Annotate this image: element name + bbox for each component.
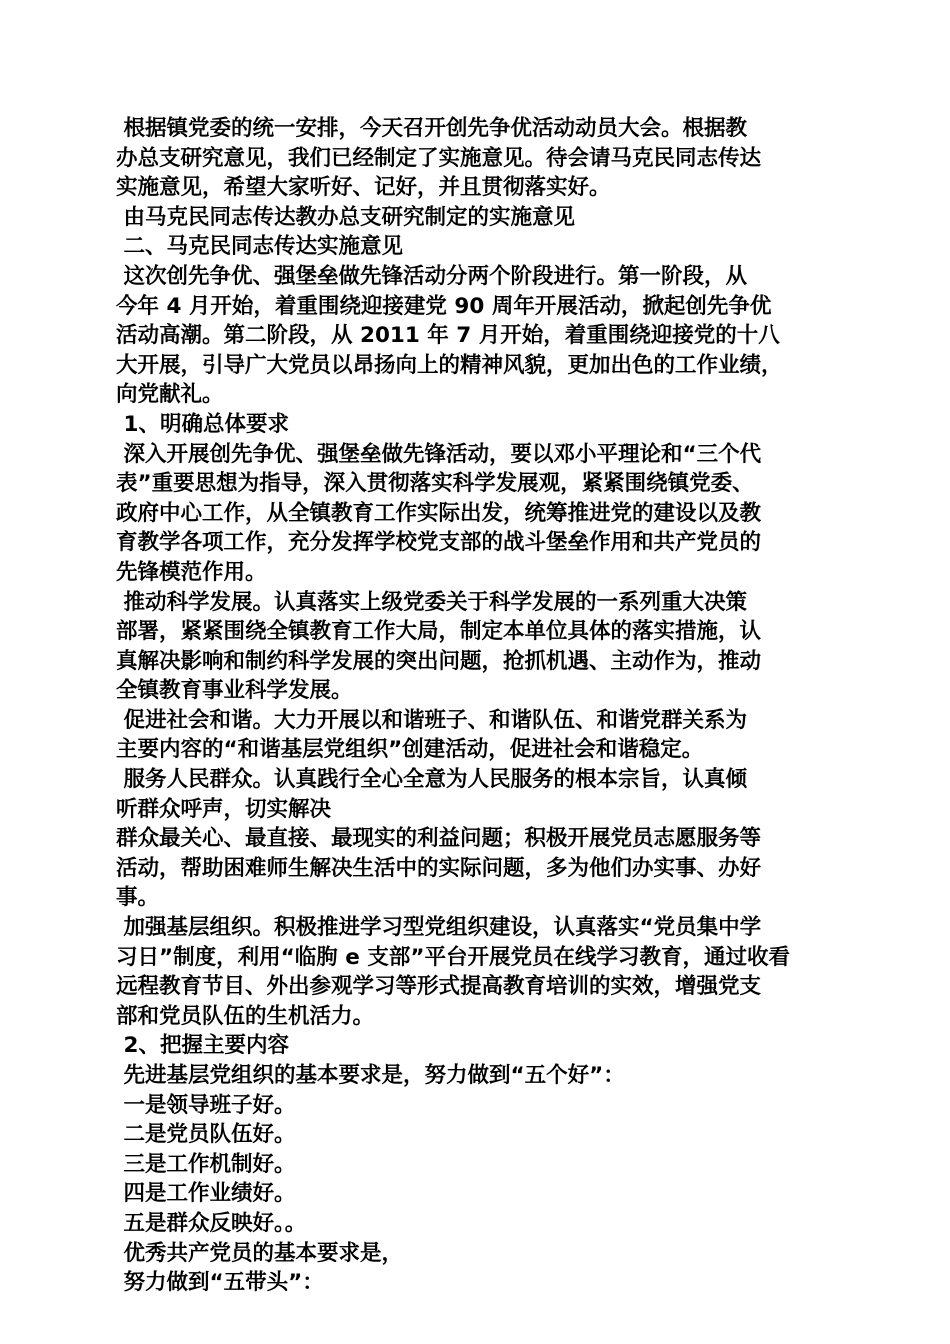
document-line: 由马克民同志传达教办总支研究制定的实施意见 [116,204,575,230]
document-line: 深入开展创先争优、强堡垒做先锋活动，要以邓小平理论和“三个代 [116,441,762,467]
document-line: 二是党员队伍好。 [116,1122,296,1148]
document-line: 活动，帮助困难师生解决生活中的实际问题，多为他们办实事、办好 [116,855,762,881]
document-line: 根据镇党委的统一安排，今天召开创先争优活动动员大会。根据教 [116,116,747,141]
document-line: 习日”制度，利用“临朐 e 支部”平台开展党员在线学习教育，通过收看 [116,944,790,970]
document-line: 大开展，引导广大党员以昂扬向上的精神风貌，更加出色的工作业绩， [116,352,783,378]
document-line: 育教学各项工作，充分发挥学校党支部的战斗堡垒作用和共产党员的 [116,530,762,556]
document-line: 五是群众反映好。。 [116,1210,307,1236]
document-line: 真解决影响和制约科学发展的突出问题，抢抓机遇、主动作为，推动 [116,648,762,674]
document-line: 四是工作业绩好。 [116,1181,296,1207]
document-line: 先进基层党组织的基本要求是，努力做到“五个好”： [116,1063,625,1088]
document-line: 活动高潮。第二阶段，从 2011 年 7 月开始，着重围绕迎接党的十八 [116,323,780,349]
document-line: 主要内容的“和谐基层党组织”创建活动，促进社会和谐稳定。 [116,737,704,763]
document-line: 2、把握主要内容 [116,1033,289,1059]
document-line: 表”重要思想为指导，深入贯彻落实科学发展观，紧紧围绕镇党委、 [116,471,754,497]
document-line: 部署，紧紧围绕全镇教育工作大局，制定本单位具体的落实措施，认 [116,619,762,645]
document-line: 这次创先争优、强堡垒做先锋活动分两个阶段进行。第一阶段，从 [116,263,747,289]
document-line: 加强基层组织。积极推进学习型党组织建设，认真落实“党员集中学 [116,915,762,941]
document-line: 二、马克民同志传达实施意见 [116,234,403,260]
document-line: 事。 [116,885,160,911]
document-line: 群众最关心、最直接、最现实的利益问题；积极开展党员志愿服务等 [116,826,762,852]
document-line: 向党献礼。 [116,382,224,408]
document-line: 推动科学发展。认真落实上级党委关于科学发展的一系列重大决策 [116,589,747,615]
document-line: 办总支研究意见，我们已经制定了实施意见。待会请马克民同志传达 [116,145,762,171]
document-line: 一是领导班子好。 [116,1092,296,1118]
document-line: 优秀共产党员的基本要求是， [116,1240,403,1266]
document-line: 远程教育节目、外出参观学习等形式提高教育培训的实效，增强党支 [116,974,762,1000]
document-line: 先锋模范作用。 [116,559,267,585]
document-line: 听群众呼声，切实解决 [116,796,332,822]
document-line: 部和党员队伍的生机活力。 [116,1003,375,1029]
document-line: 全镇教育事业科学发展。 [116,678,353,704]
document-line: 努力做到“五带头”： [116,1270,324,1296]
document-line: 服务人民群众。认真践行全心全意为人民服务的根本宗旨，认真倾 [116,767,747,793]
document-line: 今年 4 月开始，着重围绕迎接建党 90 周年开展活动，掀起创先争优 [116,293,772,319]
document-line: 1、明确总体要求 [116,411,289,437]
document-line: 三是工作机制好。 [116,1151,296,1177]
document-body [116,114,846,1298]
document-line: 促进社会和谐。大力开展以和谐班子、和谐队伍、和谐党群关系为 [116,707,747,733]
document-line: 实施意见，希望大家听好、记好，并且贯彻落实好。 [116,175,611,201]
document-line: 政府中心工作，从全镇教育工作实际出发，统筹推进党的建设以及教 [116,500,762,526]
